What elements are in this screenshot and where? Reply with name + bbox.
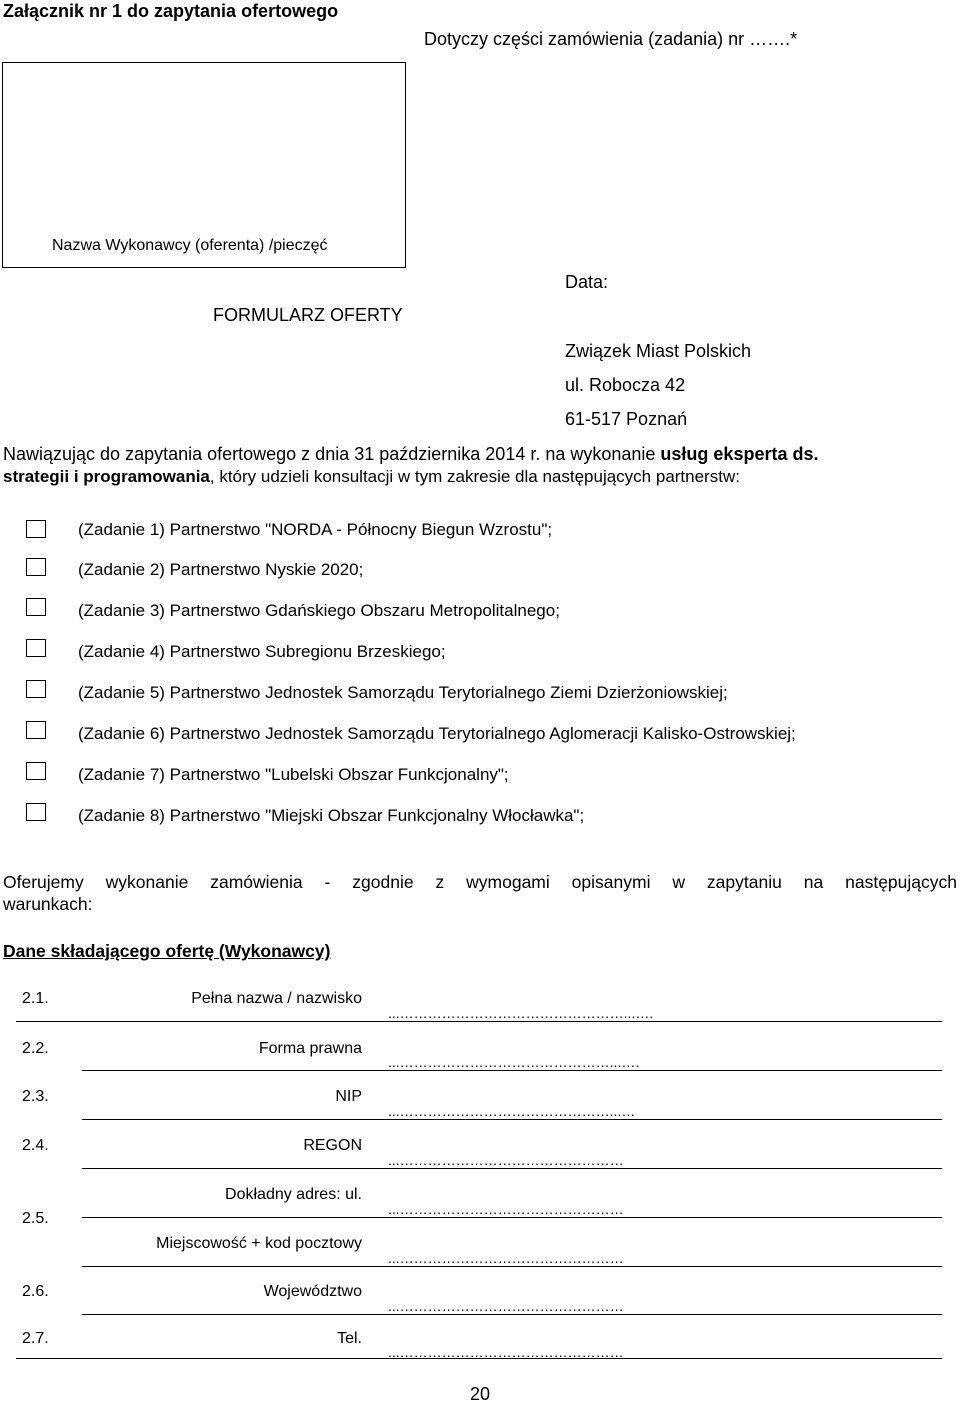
task-4-label: (Zadanie 4) Partnerstwo Subregionu Brzeskiego; bbox=[78, 642, 446, 661]
field-2-6-underline bbox=[82, 1314, 942, 1315]
task-8-label: (Zadanie 8) Partnerstwo "Miejski Obszar Funkcjonalny Włocławka"; bbox=[78, 806, 585, 825]
field-2-7-number: 2.7. bbox=[22, 1330, 49, 1347]
field-2-5b-underline bbox=[82, 1266, 942, 1267]
task-8-checkbox[interactable] bbox=[26, 803, 46, 821]
attachment-title: Załącznik nr 1 do zapytania ofertowego bbox=[3, 1, 339, 21]
field-2-1-value[interactable]: ...…………………………………………...…. bbox=[388, 1005, 654, 1021]
page-number: 20 bbox=[470, 1384, 491, 1404]
recipient-city: 61-517 Poznań bbox=[565, 409, 688, 429]
field-2-1-label: Pełna nazwa / nazwisko bbox=[191, 990, 362, 1007]
field-2-4-underline bbox=[82, 1168, 942, 1169]
part-line: Dotyczy części zamówienia (zadania) nr …….* bbox=[424, 29, 798, 49]
recipient-street: ul. Robocza 42 bbox=[565, 375, 686, 395]
field-2-6-number: 2.6. bbox=[22, 1283, 49, 1300]
date-label: Data: bbox=[565, 272, 609, 292]
field-2-5-underline bbox=[82, 1217, 942, 1218]
offer-line-2: warunkach: bbox=[3, 894, 93, 914]
field-2-1-number: 2.1. bbox=[22, 990, 49, 1007]
field-2-7-underline bbox=[16, 1358, 942, 1359]
form-title: FORMULARZ OFERTY bbox=[213, 305, 403, 325]
task-1-label: (Zadanie 1) Partnerstwo "NORDA - Północny Biegun Wzrostu"; bbox=[78, 520, 553, 539]
intro-service: usług eksperta ds. bbox=[660, 444, 819, 464]
field-2-2-label: Forma prawna bbox=[258, 1040, 362, 1057]
intro-service-cont: strategii i programowania bbox=[3, 467, 210, 486]
field-2-6-value[interactable]: ...………………………………………… bbox=[388, 1298, 624, 1314]
field-2-5-label: Dokładny adres: ul. bbox=[225, 1186, 362, 1203]
field-2-3-label: NIP bbox=[335, 1088, 362, 1105]
field-2-4-number: 2.4. bbox=[22, 1137, 49, 1154]
offer-line-1: Oferujemy wykonanie zamówienia - zgodnie z wymogami opisanymi w zapytaniu na następujących bbox=[3, 872, 957, 892]
intro-line-1 bbox=[3, 444, 818, 465]
field-2-7-label: Tel. bbox=[337, 1330, 362, 1347]
intro-text: Nawiązując do zapytania ofertowego z dnia 31 października 2014 r. na wykonanie bbox=[3, 444, 661, 464]
task-5-checkbox[interactable] bbox=[26, 680, 46, 698]
task-6-checkbox[interactable] bbox=[26, 721, 46, 739]
field-2-2-number: 2.2. bbox=[22, 1040, 49, 1057]
field-2-5-number: 2.5. bbox=[22, 1210, 49, 1227]
field-2-7-value[interactable]: ...………………………………………… bbox=[388, 1344, 624, 1360]
task-3-label: (Zadanie 3) Partnerstwo Gdańskiego Obszaru Metropolitalnego; bbox=[78, 601, 560, 620]
field-2-3-underline bbox=[82, 1119, 942, 1120]
task-5-label: (Zadanie 5) Partnerstwo Jednostek Samorządu Terytorialnego Ziemi Dzierżoniowskiej; bbox=[78, 683, 728, 702]
intro-text-cont: , który udzieli konsultacji w tym zakresie dla następujących partnerstw: bbox=[209, 467, 740, 486]
task-6-label: (Zadanie 6) Partnerstwo Jednostek Samorządu Terytorialnego Aglomeracji Kalisko-Ostrowskiej; bbox=[78, 724, 796, 743]
field-2-2-value[interactable]: ...………………………………………...…. bbox=[388, 1054, 640, 1070]
field-2-3-number: 2.3. bbox=[22, 1088, 49, 1105]
field-2-6-label: Województwo bbox=[263, 1283, 362, 1300]
field-2-4-label: REGON bbox=[303, 1137, 362, 1154]
task-3-checkbox[interactable] bbox=[26, 598, 46, 616]
field-2-2-underline bbox=[82, 1070, 942, 1071]
task-4-checkbox[interactable] bbox=[26, 639, 46, 657]
field-2-1-underline bbox=[16, 1021, 942, 1022]
task-7-label: (Zadanie 7) Partnerstwo "Lubelski Obszar Funkcjonalny"; bbox=[78, 765, 509, 784]
task-7-checkbox[interactable] bbox=[26, 762, 46, 780]
stamp-label: Nazwa Wykonawcy (oferenta) /pieczęć bbox=[52, 237, 328, 254]
field-2-4-value[interactable]: ...………………………………………… bbox=[388, 1152, 624, 1168]
intro-line-2 bbox=[3, 467, 740, 487]
field-2-5b-value[interactable]: ...………………………………………… bbox=[388, 1250, 624, 1266]
task-2-checkbox[interactable] bbox=[26, 558, 46, 576]
task-2-label: (Zadanie 2) Partnerstwo Nyskie 2020; bbox=[78, 560, 364, 579]
field-2-5-value[interactable]: ...………………………………………… bbox=[388, 1201, 624, 1217]
task-1-checkbox[interactable] bbox=[26, 520, 46, 538]
field-2-5b-label: Miejscowość + kod pocztowy bbox=[156, 1235, 362, 1252]
field-2-3-value[interactable]: ...………………………………………...… bbox=[388, 1103, 636, 1119]
section-title: Dane składającego ofertę (Wykonawcy) bbox=[3, 941, 331, 961]
recipient-name: Związek Miast Polskich bbox=[565, 341, 752, 361]
